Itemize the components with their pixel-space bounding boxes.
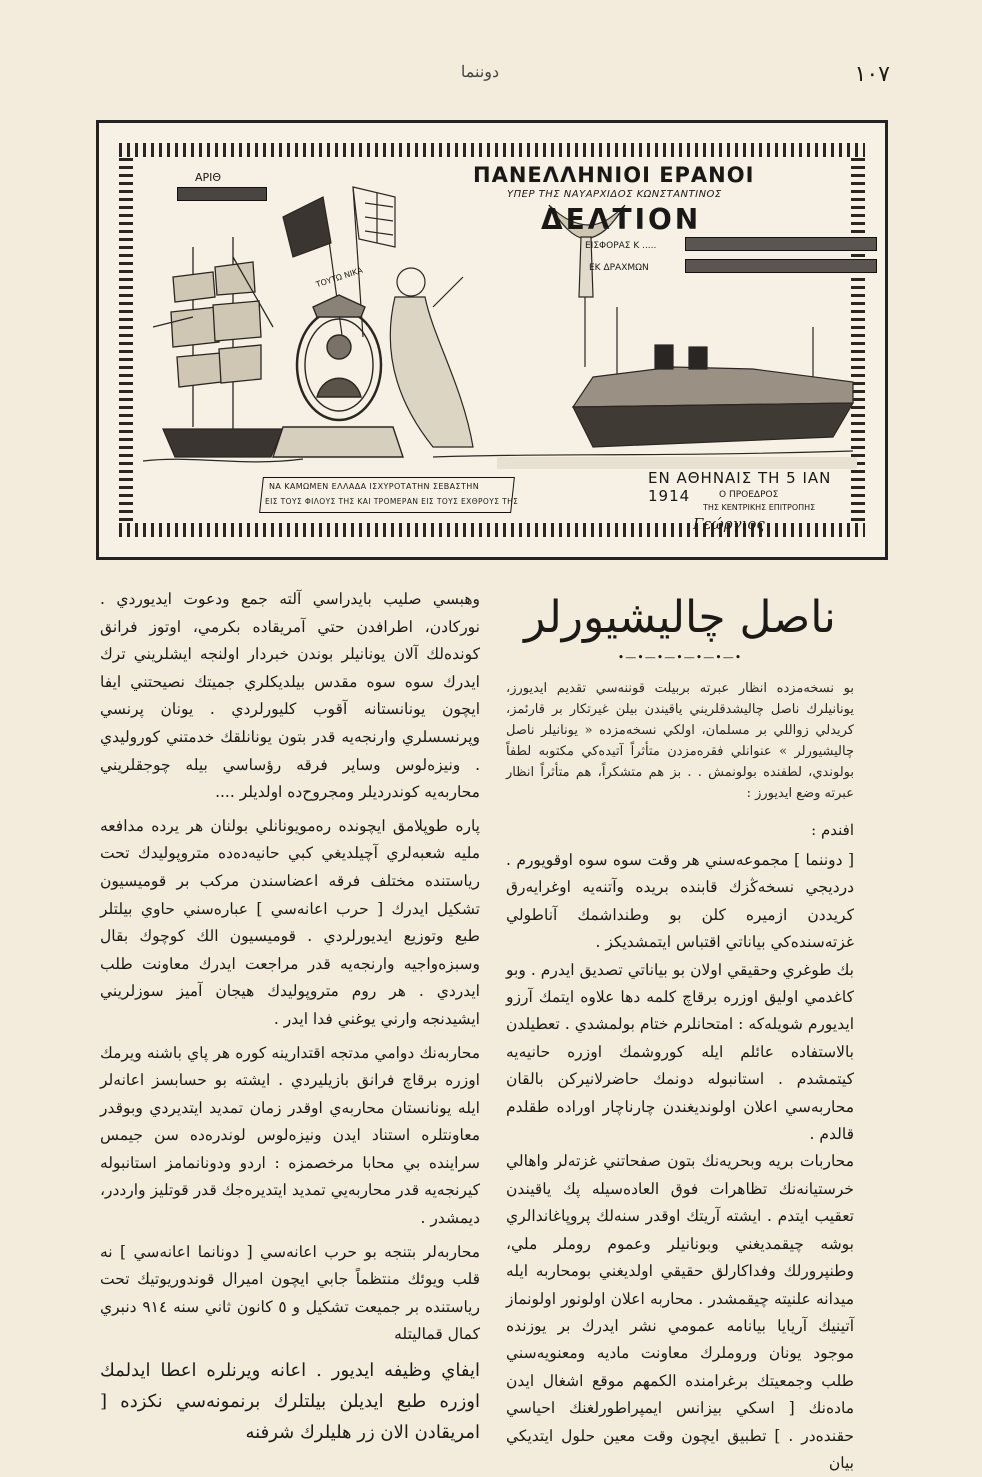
allegorical-figure [390, 268, 473, 447]
committee-label: ΤΗΣ ΚΕΝΤΡΙΚΗΣ ΕΠΙΤΡΟΠΗΣ [703, 503, 816, 512]
letter-salutation: افندم : [811, 821, 854, 839]
serial-number-label: ΑΡΙΘ [195, 171, 222, 184]
certificate-date: ΕΝ ΑΘΗΝΑΙΣ ΤΗ 5 ΙΑΝ 1914 [648, 469, 832, 505]
column-paragraph: پاره طوپلامق ايچونده ره‌مويونانلي بولنان هر يرده مدافعه مليه شعبه‌لري آچيلديغي كبي حانيه‌ده‌ده متروپوليدك تحت رياستنده مختلف فرقه اعضاسندن مركب بر قوميسيون تشكيل ايدرك [ حرب اعانه‌سي ] عباره‌سني حاوي بيلتلر طبع وتوزيع ايديورلردي . قوميسيون الك كوچوك بقال وسبزه‌واجيه وارنجه‌يه قدر مراجعت ايدرك معاونت طلب ايدردي . هر روم متروپوليدك هيجان آميز سوزلريني ايشيدنجه وارني يوغني فدا ايدر . [100, 816, 480, 1028]
article-paragraph: [ دوننما ] مجموعه‌سني هر وقت سوه سوه اوقويورم . درديجي نسخه‌ڭزك قابنده بريده وآتنه‌يه اوغرايه‌رق كريددن ازميره كلن بو وطنداشمك آناطولي غزته‌سنده‌كي بياناتي اقتباس ايتمشديكز . [506, 851, 854, 952]
column-paragraph: وهبسي صليب بايدراسي آلته جمع ودعوت ايديوردي . نوركادن، اطرافدن حتي آمريقاده بكرمي، اوتوز فرانق كونده‌لك آلان يونانيلر بوندن خبردار اولنجه ايشلريني ترك ايدرك سوه سوه مقدس بيلديكلري جميتك نصيحتني ايفا ايچون يونانستانه آقوب كليورلردي . يونان پرنسي وپرنسسلري وارنجه‌يه قدر بتون يونانلقك خدمتني كوروليدي . ونيزه‌لوس وساير فرقه رؤساسي بيله چوجقلريني محاربه‌يه كوندرديلر ومجروح‌ده اولديلر .... [100, 590, 480, 802]
serial-number-field [177, 187, 267, 201]
signature: Γεώργιος [693, 515, 765, 533]
royal-portrait-medallion [273, 295, 403, 457]
dedication-line: ΕΙΣ ΤΟΥΣ ΦΙΛΟΥΣ ΤΗΣ ΚΑΙ ΤΡΟΜΕΡΑΝ ΕΙΣ ΤΟΥΣ ΕΧΘΡΟΥΣ ΤΗΣ [265, 497, 519, 506]
sailing-ship-icon [143, 237, 303, 462]
column-paragraph: محاربه‌لر بتنجه بو حرب اعانه‌سي [ دونانما اعانه‌سي ] نه قلب ويوئك منتظماً جابي ايچون اميرال قوندوريوتيك تحت رياستنده بر جميعت تشكيل و ٥ كانون ثاني سنه ٩١٤ دنبري كمال قماليتله [100, 1242, 480, 1344]
warship-icon [433, 307, 853, 457]
drachma-label: ΕΚ ΔΡΑΧΜΩΝ [589, 263, 649, 273]
title-ornament: •—•—•—•—•—•—• [617, 651, 743, 664]
continuation-column [100, 586, 480, 1454]
article-intro: بو نسخه‌مزده انظار عبرته بربيلت قوننه‌سي تقديم ايديورز، يونانيلرك ناصل چاليشدقلريني ياقيندن بيلن غيرتكار بر قارئمز، كريدلي زواللي بر مسلمان، اولكي نسخه‌مزده « يونانيلر ناصل چاليشيورلر » عنوانلي فقره‌مزدن متأثراً آتيده‌كي مكتوبه لطفاً بولوندي، لطفنده بولونمش . . بز هم متشكراً، هم متأثراً انظار عبرته وضع ايديورز : [506, 681, 854, 801]
running-title: دوننما [460, 62, 500, 81]
article-paragraph: محاربات بريه وبحريه‌نك بتون صفحاتني غزته‌لر واهالي خرستيانه‌نك تظاهرات فوق العاده‌سيله پك ياقيندن تعقيب ايتدم . ايشته آريتك اوقدر سنه‌لك پروپاغاندالري بوشه چيقمديغني وبونانيلر وعموم روملر ملي، وطنپرورلك وفداكارلق حقيقي اولديغني بومحاربه ايله ميدانه علنيته چيقمشدر . محاربه اعلان اولونور اولونماز آتينيك آريايا بيانامه عمومي نشر ايدرك بر يوزنده موجود يونان وروملرك معاونت ماديه ومعنويه‌سني طلب وجمعيتك برغرامنده الكمهم موقع اشغال ايدن ماده‌نك [ اسكي بيزانس ايمپراطورلغنك احياسي حقنده‌در . ] تطبيق ايچون وقت معين حلول ايتديكي بيان [506, 1152, 854, 1472]
dedication-line: ΝΑ ΚΑΜΩΜΕΝ ΕΛΛΑΔΑ ΙΣΧΥΡΟΤΑΤΗΝ ΣΕΒΑΣΤΗΝ [269, 482, 480, 491]
drachma-field [685, 259, 877, 273]
certificate-title: ΔΕΛΤΙΟΝ [541, 203, 702, 236]
column-paragraph: محاربه‌نك دوامي مدتجه اقتدارينه كوره هر پاي باشنه ويرمك اوزره برقاچ فرانق بازيليردي . ايشته بو حسابسز اعانه‌لر ايله يونانستان محاربه‌ي اوقدر زمان تمديد ايتديردي وبوقدر معاونتلره استناد ايدن ونيزه‌لوس لوندره‌ده سن جيمس سراينده بي محابا مرخصمزه : اردو ودونانمامز استانبوله كيرنجه‌يه قدر محاربه‌يي تمديد ايتديره‌جك قدر قوتليز وارددر، ديمشدر . [100, 1043, 480, 1228]
page-number: ١٠٧ [854, 62, 890, 87]
article-paragraph: بك طوغري وحقيقي اولان بو بياناتي تصديق ايدرم . وبو كاغدمي اوليق اوزره برقاچ كلمه دها علاوه ايتمك آرزو ايديورم شويله‌كه : امتحانلرم ختام بولمشدي . تعطيلدن بالاستفاده عائلم ايله كوروشمك اوزره حانيه‌يه كيتمشدم . استانبوله دونمك حاضرلانيركن بالقان محاربه‌سي اعلان اولونديغندن چارناچار اوراده طقلدم قالدم . [506, 960, 854, 1144]
contribution-field [685, 237, 877, 251]
banner-slogan: ΤΟΥΤΩ ΝΙΚΑ [314, 265, 364, 290]
certificate-body [133, 157, 851, 533]
president-label: Ο ΠΡΟΕΔΡΟΣ [719, 490, 779, 500]
donation-certificate-image [96, 120, 888, 560]
article-title: ناصل چاليشيورلر [524, 592, 836, 643]
contribution-label: ΕΙΣΦΟΡΑΣ Κ ..... [585, 241, 657, 251]
certificate-heading: ΠΑΝΕΛΛΗΝΙΟΙ ΕΡΑΝΟΙ [473, 163, 755, 187]
article-column [506, 592, 854, 1477]
column-paragraph: ايفاي وظيفه ايديور . اعانه ويرنلره اعطا ايدلمك اوزره طبع ايديلن بيلتلرك برنمونه‌سي نكزده [ امريقادن الان زر هليلرك شرفنه [100, 1360, 480, 1444]
certificate-subheading: ΥΠΕΡ ΤΗΣ ΝΑΥΑΡΧΙΔΟΣ ΚΩΝΣΤΑΝΤΙΝΟΣ [507, 189, 722, 200]
